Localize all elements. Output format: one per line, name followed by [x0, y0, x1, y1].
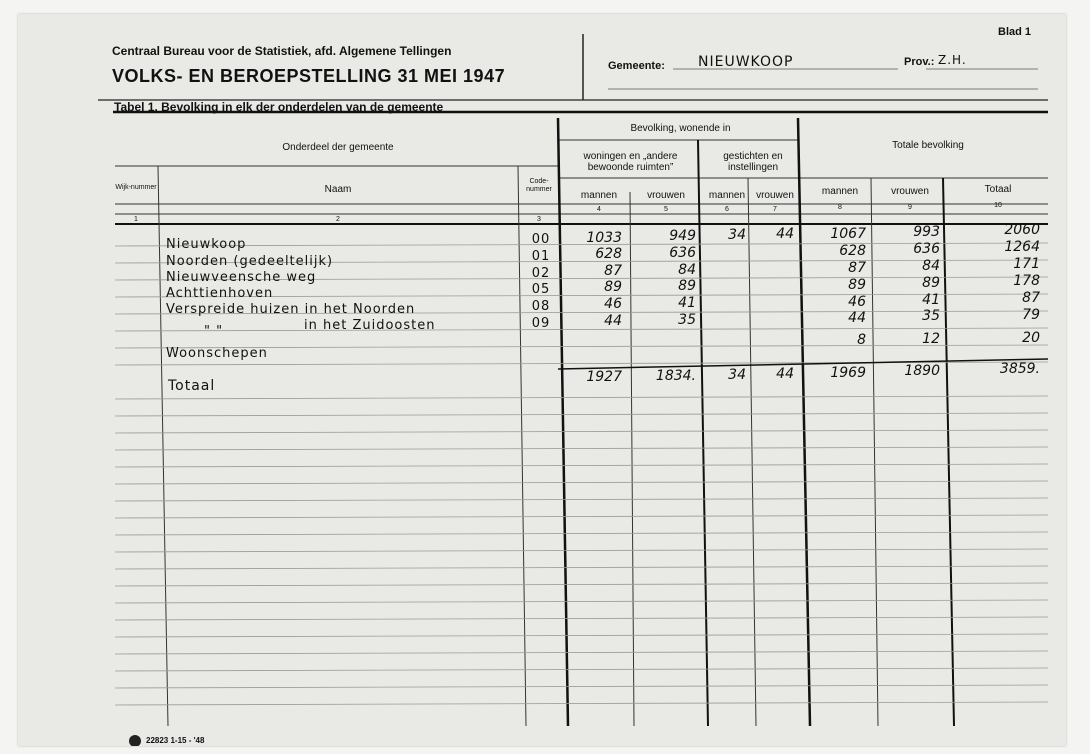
row-w-mannen: 44: [604, 313, 622, 329]
row-t-vrouwen: 41: [922, 292, 940, 308]
row-t-mannen: 44: [848, 310, 866, 326]
row-t-totaal: 171: [1013, 256, 1040, 272]
row-code: 09: [531, 316, 551, 331]
prov-label: Prov.:: [904, 56, 935, 68]
totaal-t-mannen: 1969: [830, 365, 866, 381]
form-title: VOLKS- EN BEROEPSTELLING 31 MEI 1947: [112, 66, 506, 86]
prov-value: Z.H.: [938, 53, 967, 67]
col-gestichten: gestichten en instellingen: [723, 151, 783, 173]
row-t-vrouwen: 35: [922, 308, 940, 324]
row-code: 08: [531, 299, 551, 314]
col-t-mannen: mannen: [821, 186, 859, 197]
row-code: 00: [531, 232, 551, 247]
totaal-t-vrouwen: 1890: [904, 363, 940, 379]
totaal-t-totaal: 3859.: [999, 361, 1040, 377]
row-w-vrouwen: 949: [669, 228, 696, 244]
row-w-vrouwen: 84: [678, 262, 696, 278]
colnum-7: 7: [773, 206, 777, 213]
totaal-w-mannen: 1927: [586, 369, 622, 385]
col-woningen: woningen en „andere bewoonde ruimten”: [583, 151, 678, 173]
col-totale: Totale bevolking: [892, 140, 964, 151]
row-code: 02: [531, 266, 551, 281]
row-t-vrouwen: 89: [922, 275, 940, 291]
gemeente-value: NIEUWKOOP: [698, 54, 794, 70]
row-w-vrouwen: 35: [678, 312, 696, 328]
woonschepen-naam: Woonschepen: [166, 346, 268, 361]
row-t-totaal: 1264: [1004, 239, 1040, 255]
row-w-mannen: 87: [604, 263, 622, 279]
col-g-mannen: mannen: [708, 190, 746, 201]
colnum-5: 5: [664, 206, 668, 213]
row-naam: Achttienhoven: [166, 286, 274, 301]
table-title: Tabel 1. Bevolking in elk der onderdelen van de gemeente: [114, 100, 444, 114]
row-t-vrouwen: 993: [913, 224, 940, 240]
colnum-1: 1: [134, 216, 138, 223]
colnum-2: 2: [336, 216, 340, 223]
colnum-4: 4: [597, 206, 601, 213]
row-w-vrouwen: 89: [678, 278, 696, 294]
row-g-vrouwen: 44: [776, 226, 794, 242]
woonschepen-t-totaal: 20: [1022, 330, 1040, 346]
totaal-g-mannen: 34: [728, 367, 746, 383]
woonschepen-t-vrouwen: 12: [922, 331, 940, 347]
bureau-name: Centraal Bureau voor de Statistiek, afd. Algemene Tellingen: [112, 44, 452, 58]
colnum-9: 9: [908, 204, 912, 211]
colnum-10: 10: [994, 202, 1002, 209]
row-code: 05: [531, 282, 551, 297]
colnum-8: 8: [838, 204, 842, 211]
row-t-vrouwen: 636: [913, 241, 940, 257]
row-naam: Nieuwveensche weg: [166, 270, 317, 285]
col-t-totaal: Totaal: [984, 184, 1012, 195]
row-t-mannen: 1067: [830, 226, 866, 242]
row-t-totaal: 79: [1022, 307, 1040, 323]
col-wijk: Wijk-nummer: [115, 184, 157, 191]
row-w-vrouwen: 41: [678, 295, 696, 311]
row-w-vrouwen: 636: [669, 245, 696, 261]
col-onderdeel: Onderdeel der gemeente: [282, 142, 394, 153]
print-code: 22823 1-15 - '48: [146, 736, 205, 745]
col-bevolking: Bevolking, wonende in: [630, 123, 731, 134]
row-t-mannen: 628: [839, 243, 866, 259]
colnum-6: 6: [725, 206, 729, 213]
row-code: 01: [531, 249, 551, 264]
row-t-totaal: 178: [1013, 273, 1040, 289]
col-code: Code-nummer: [526, 178, 552, 193]
row-naam: Nieuwkoop: [166, 237, 247, 252]
totaal-g-vrouwen: 44: [776, 366, 794, 382]
row-t-mannen: 46: [848, 294, 866, 310]
row-w-mannen: 46: [604, 296, 622, 312]
row-g-mannen: 34: [728, 227, 746, 243]
row-t-vrouwen: 84: [922, 258, 940, 274]
col-w-mannen: mannen: [580, 190, 618, 201]
row-t-totaal: 2060: [1004, 222, 1040, 238]
gemeente-label: Gemeente:: [608, 60, 665, 72]
col-t-vrouwen: vrouwen: [891, 186, 929, 197]
col-g-vrouwen: vrouwen: [756, 190, 794, 201]
row-t-mannen: 89: [848, 277, 866, 293]
woonschepen-t-mannen: 8: [857, 332, 866, 348]
totaal-naam: Totaal: [168, 378, 216, 394]
row-w-mannen: 1033: [586, 230, 622, 246]
totaal-w-vrouwen: 1834.: [655, 368, 696, 384]
row-w-mannen: 628: [595, 246, 622, 262]
colnum-3: 3: [537, 216, 541, 223]
sheet-number: Blad 1: [998, 26, 1032, 38]
row-t-mannen: 87: [848, 260, 866, 276]
ditto-mark: " ": [204, 324, 224, 339]
row-naam: Verspreide huizen in het Noorden: [166, 302, 416, 317]
row-t-totaal: 87: [1022, 290, 1040, 306]
row-w-mannen: 89: [604, 279, 622, 295]
row-naam: Noorden (gedeeltelijk): [166, 254, 334, 269]
col-naam: Naam: [324, 184, 352, 195]
row-naam: in het Zuidoosten: [304, 318, 436, 333]
census-form-sheet: [18, 14, 1066, 746]
col-w-vrouwen: vrouwen: [647, 190, 685, 201]
